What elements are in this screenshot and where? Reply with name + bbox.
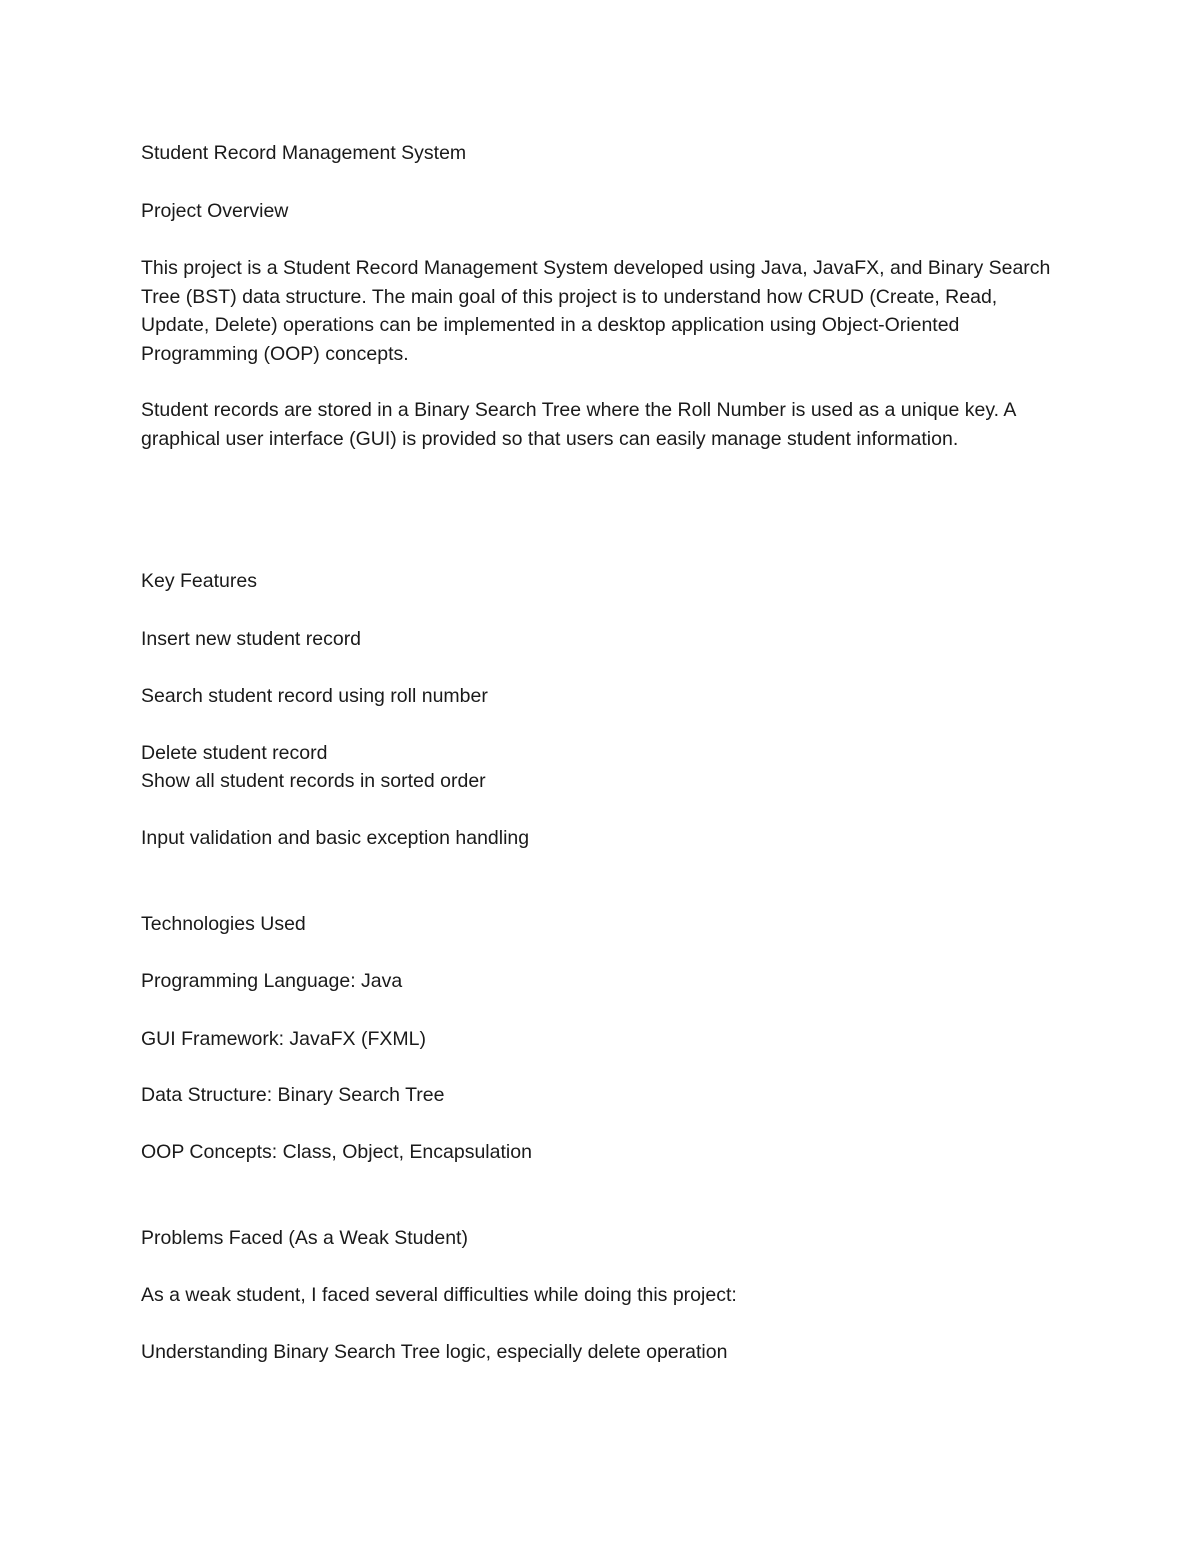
problems-intro: As a weak student, I faced several difficulties while doing this project: — [141, 1284, 737, 1306]
overview-heading: Project Overview — [141, 200, 289, 222]
tech-item-language: Programming Language: Java — [141, 970, 403, 992]
tech-item-oop: OOP Concepts: Class, Object, Encapsulation — [141, 1141, 532, 1163]
overview-paragraph-1: This project is a Student Record Management System developed using Java, JavaFX, and Binary Search Tree (BST) data structure. The main goal of this project is to understand how CRUD (Create, Read, Update, Delete) operations can be implemented in a desktop application using Object-Oriented Programming (OOP) concepts. — [141, 257, 1051, 366]
technologies-heading: Technologies Used — [141, 913, 306, 935]
tech-item-gui: GUI Framework: JavaFX (FXML) — [141, 1028, 426, 1050]
feature-item-validation: Input validation and basic exception handling — [141, 827, 530, 849]
feature-item-insert: Insert new student record — [141, 628, 362, 650]
problems-heading: Problems Faced (As a Weak Student) — [141, 1227, 468, 1249]
feature-item-search: Search student record using roll number — [141, 685, 488, 707]
tech-item-data-structure: Data Structure: Binary Search Tree — [141, 1084, 445, 1106]
feature-item-show-all: Show all student records in sorted order — [141, 770, 486, 792]
document-title: Student Record Management System — [141, 142, 467, 164]
problem-item-bst: Understanding Binary Search Tree logic, especially delete operation — [141, 1341, 728, 1363]
features-heading: Key Features — [141, 570, 257, 592]
feature-item-delete: Delete student record — [141, 742, 328, 764]
overview-paragraph-2: Student records are stored in a Binary Search Tree where the Roll Number is used as a unique key. A graphical user interface (GUI) is provided so that users can easily manage student information. — [141, 399, 1016, 450]
